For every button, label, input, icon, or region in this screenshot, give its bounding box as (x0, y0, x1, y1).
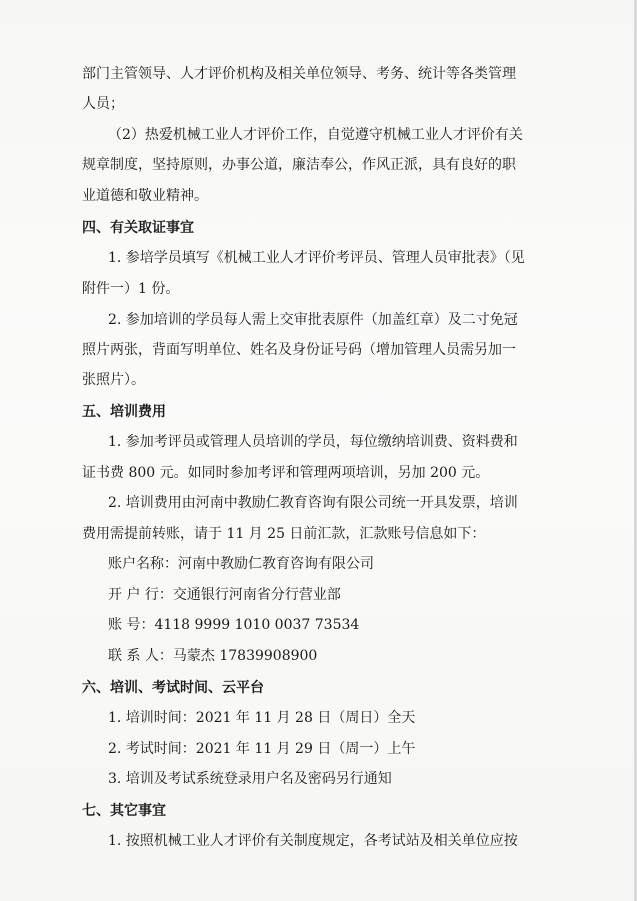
account-name-line: 账户名称：河南中教励仁教育咨询有限公司 (108, 556, 374, 572)
account-number-line: 账 号：4118 9999 1010 0037 73534 (108, 617, 360, 633)
paragraph-line: 2. 考试时间：2021 年 11 月 29 日（周一）上午 (108, 741, 416, 757)
paragraph-line: （2）热爱机械工业人才评价工作，自觉遵守机械工业人才评价有关 (108, 127, 523, 143)
paragraph-line: 1. 参加考评员或管理人员培训的学员，每位缴纳培训费、资料费和 (108, 434, 518, 450)
paragraph-line: 2. 参加培训的学员每人需上交审批表原件（加盖红章）及二寸免冠 (108, 312, 518, 328)
paragraph-line: 1. 参培学员填写《机械工业人才评价考评员、管理人员审批表》（见 (108, 250, 525, 266)
paragraph-line: 人员； (82, 96, 124, 112)
paragraph-line: 2. 培训费用由河南中教励仁教育咨询有限公司统一开具发票，培训 (108, 495, 518, 511)
section-heading-7: 七、其它事宜 (82, 803, 166, 819)
paragraph-line: 1. 按照机械工业人才评价有关制度规定，各考试站及相关单位应按 (108, 833, 518, 849)
bank-line: 开 户 行：交通银行河南省分行营业部 (108, 587, 341, 603)
paragraph-line: 证书费 800 元。如同时参加考评和管理两项培训，另加 200 元。 (82, 465, 490, 481)
contact-line: 联 系 人：马蒙杰 17839908900 (108, 648, 318, 664)
paragraph-line: 张照片）。 (82, 372, 145, 388)
section-heading-4: 四、有关取证事宜 (82, 220, 194, 236)
paragraph-line: 附件一）1 份。 (82, 281, 180, 297)
paragraph-line: 1. 培训时间：2021 年 11 月 28 日（周日）全天 (108, 710, 416, 726)
section-heading-5: 五、培训费用 (82, 404, 166, 420)
paragraph-line: 规章制度，坚持原则，办事公道，廉洁奉公，作风正派，具有良好的职 (82, 157, 516, 173)
paragraph-line: 业道德和敬业精神。 (82, 188, 208, 204)
paragraph-line: 部门主管领导、人才评价机构及相关单位领导、考务、统计等各类管理 (82, 66, 516, 82)
section-heading-6: 六、培训、考试时间、云平台 (82, 680, 264, 696)
paragraph-line: 照片两张，背面写明单位、姓名及身份证号码（增加管理人员需另加一 (82, 342, 516, 358)
paragraph-line: 3. 培训及考试系统登录用户名及密码另行通知 (108, 771, 392, 787)
paragraph-line: 费用需提前转账，请于 11 月 25 日前汇款，汇款账号信息如下： (82, 526, 486, 542)
